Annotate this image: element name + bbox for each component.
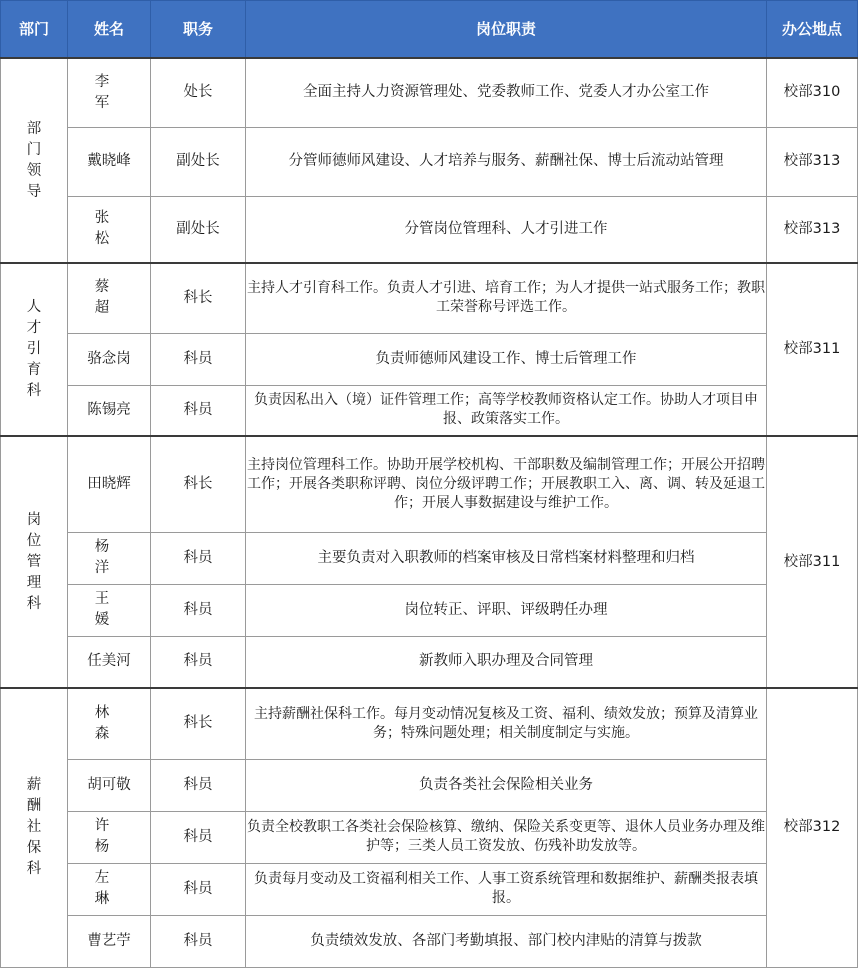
duty-cell: 负责因私出入（境）证件管理工作；高等学校教师资格认定工作。协助人才项目申报、政策落实工作。 [246, 385, 767, 436]
dept-cell [1, 263, 68, 436]
duty-cell: 负责绩效发放、各部门考勤填报、部门校内津贴的清算与拨款 [246, 915, 767, 967]
table-row [1, 263, 858, 333]
header-duty: 岗位职责 [246, 1, 767, 59]
table-row [1, 863, 858, 915]
table-row [1, 385, 858, 436]
name-cell: 骆念岗 [68, 333, 151, 385]
header-name: 姓名 [68, 1, 151, 59]
dept-label: 部门领导 [26, 120, 42, 200]
name-cell: 林 森 [68, 688, 151, 759]
title-cell: 科员 [151, 863, 246, 915]
table-row [1, 915, 858, 967]
table-row [1, 532, 858, 584]
name-cell: 张 松 [68, 196, 151, 263]
duty-cell: 主持人才引育科工作。负责人才引进、培育工作；为人才提供一站式服务工作；教职工荣誉称号评选工作。 [246, 263, 767, 333]
title-cell: 科员 [151, 636, 246, 688]
duty-cell: 分管师德师风建设、人才培养与服务、薪酬社保、博士后流动站管理 [246, 127, 767, 196]
table-row [1, 584, 858, 636]
location-cell: 校部311 [767, 436, 858, 688]
location-cell: 校部313 [767, 196, 858, 263]
table-row [1, 58, 858, 127]
name-cell: 田晓辉 [68, 436, 151, 532]
duty-cell: 负责全校教职工各类社会保险核算、缴纳、保险关系变更等、退休人员业务办理及维护等；三类人员工资发放、伤残补助发放等。 [246, 811, 767, 863]
table-row [1, 688, 858, 759]
title-cell: 科长 [151, 263, 246, 333]
table-row [1, 333, 858, 385]
header-title: 职务 [151, 1, 246, 59]
duty-cell: 分管岗位管理科、人才引进工作 [246, 196, 767, 263]
duty-cell: 主持薪酬社保科工作。每月变动情况复核及工资、福利、绩效发放；预算及清算业务；特殊问题处理；相关制度制定与实施。 [246, 688, 767, 759]
title-cell: 科长 [151, 436, 246, 532]
title-cell: 科员 [151, 333, 246, 385]
duty-cell: 负责各类社会保险相关业务 [246, 759, 767, 811]
header-dept: 部门 [1, 1, 68, 59]
duty-cell: 主持岗位管理科工作。协助开展学校机构、干部职数及编制管理工作；开展公开招聘工作；开展各类职称评聘、岗位分级评聘工作；开展教职工入、离、调、转及延退工作；开展人事数据建设与维护工作。 [246, 436, 767, 532]
name-cell: 任美河 [68, 636, 151, 688]
dept-label: 岗位管理科 [26, 511, 42, 612]
duty-cell: 负责师德师风建设工作、博士后管理工作 [246, 333, 767, 385]
title-cell: 副处长 [151, 127, 246, 196]
name-cell: 王 媛 [68, 584, 151, 636]
table-row [1, 196, 858, 263]
location-cell: 校部310 [767, 58, 858, 127]
name-cell: 曹艺苧 [68, 915, 151, 967]
name-cell: 胡可敬 [68, 759, 151, 811]
table-row [1, 127, 858, 196]
title-cell: 科员 [151, 385, 246, 436]
name-cell: 陈锡亮 [68, 385, 151, 436]
dept-cell [1, 436, 68, 688]
title-cell: 科员 [151, 759, 246, 811]
title-cell: 处长 [151, 58, 246, 127]
duty-cell: 岗位转正、评职、评级聘任办理 [246, 584, 767, 636]
table-row [1, 436, 858, 532]
location-cell: 校部313 [767, 127, 858, 196]
title-cell: 科员 [151, 811, 246, 863]
dept-cell [1, 688, 68, 967]
location-cell: 校部311 [767, 263, 858, 436]
dept-cell [1, 58, 68, 263]
title-cell: 副处长 [151, 196, 246, 263]
name-cell: 戴晓峰 [68, 127, 151, 196]
dept-label: 薪酬社保科 [26, 777, 42, 878]
duty-cell: 负责每月变动及工资福利相关工作、人事工资系统管理和数据维护、薪酬类报表填报。 [246, 863, 767, 915]
title-cell: 科员 [151, 584, 246, 636]
table-row [1, 636, 858, 688]
name-cell: 蔡 超 [68, 263, 151, 333]
duty-cell: 新教师入职办理及合同管理 [246, 636, 767, 688]
duty-cell: 全面主持人力资源管理处、党委教师工作、党委人才办公室工作 [246, 58, 767, 127]
table-row [1, 811, 858, 863]
table-row [1, 759, 858, 811]
header-location: 办公地点 [767, 1, 858, 59]
duty-cell: 主要负责对入职教师的档案审核及日常档案材料整理和归档 [246, 532, 767, 584]
name-cell: 许 杨 [68, 811, 151, 863]
dept-label: 人才引育科 [26, 299, 42, 399]
title-cell: 科长 [151, 688, 246, 759]
title-cell: 科员 [151, 915, 246, 967]
title-cell: 科员 [151, 532, 246, 584]
name-cell: 杨 洋 [68, 532, 151, 584]
name-cell: 左 琳 [68, 863, 151, 915]
header-row [1, 1, 858, 59]
name-cell: 李 军 [68, 58, 151, 127]
location-cell: 校部312 [767, 688, 858, 967]
